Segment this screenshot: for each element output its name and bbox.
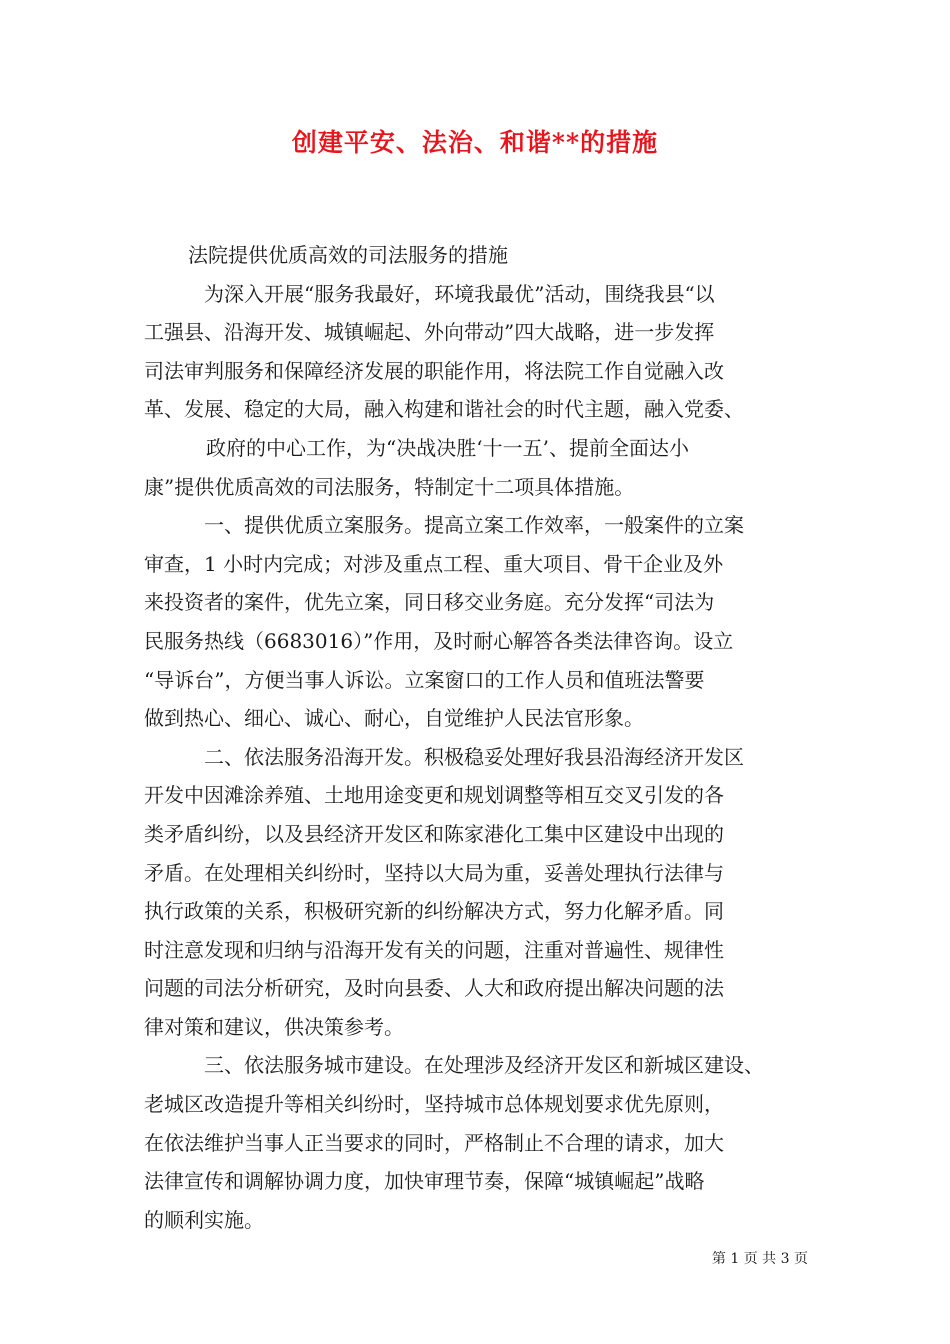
paragraph-intro-cont [144,429,808,506]
paragraph-measure-2 [144,738,808,1047]
document-title: 创建平安、法治、和谐**的措施 [291,128,659,157]
paragraph-line: 康”提供优质高效的司法服务，特制定十二项具体措施。 [144,474,635,499]
paragraph-line: 审查，1 小时内完成；对涉及重点工程、重大项目、骨干企业及外 [144,551,724,576]
paragraph-line: 工强县、沿海开发、城镇崛起、外向带动”四大战略，进一步发挥 [144,320,715,345]
paragraph-line: 类矛盾纠纷，以及县经济开发区和陈家港化工集中区建设中出现的 [144,821,724,846]
page-number: 第 1 页 共 3 页 [711,1251,808,1267]
paragraph-line: 矛盾。在处理相关纠纷时，坚持以大局为重，妥善处理执行法律与 [144,860,724,885]
paragraph-line: 革、发展、稳定的大局，融入构建和谐社会的时代主题，融入党委、 [144,397,744,422]
paragraph-line: 政府的中心工作，为“决战决胜‘十一五’、提前全面达小 [206,435,689,460]
paragraph-line: 一、提供优质立案服务。提高立案工作效率，一般案件的立案 [204,513,744,538]
paragraph-measure-3 [144,1046,808,1239]
paragraph-line: 律对策和建议，供决策参考。 [144,1014,404,1039]
paragraph-line: 的顺利实施。 [144,1207,264,1232]
paragraph-line: 为深入开展“服务我最好，环境我最优”活动，围绕我县“以 [204,281,715,306]
paragraph-line: 问题的司法分析研究，及时向县委、人大和政府提出解决问题的法 [144,976,724,1001]
paragraph-line: 三、依法服务城市建设。在处理涉及经济开发区和新城区建设、 [204,1053,764,1078]
paragraph-line: 执行政策的关系，积极研究新的纠纷解决方式，努力化解矛盾。同 [144,899,724,924]
paragraph-line: 二、依法服务沿海开发。积极稳妥处理好我县沿海经济开发区 [204,744,744,769]
paragraph-line: 来投资者的案件，优先立案，同日移交业务庭。充分发挥“司法为 [144,590,715,615]
paragraph-line: 开发中因滩涂养殖、土地用途变更和规划调整等相互交叉引发的各 [144,783,724,808]
paragraph-line: 时注意发现和归纳与沿海开发有关的问题，注重对普遍性、规律性 [144,937,724,962]
paragraph-line: 司法审判服务和保障经济发展的职能作用，将法院工作自觉融入改 [144,358,724,383]
paragraph-line: 在依法维护当事人正当要求的同时，严格制止不合理的请求，加大 [144,1130,724,1155]
paragraph-line: 做到热心、细心、诚心、耐心，自觉维护人民法官形象。 [144,706,644,731]
paragraph-measure-1 [144,506,808,738]
paragraph-line: 民服务热线（6683016）”作用，及时耐心解答各类法律咨询。设立 [144,628,734,653]
document-body [144,236,808,1239]
section-subtitle: 法院提供优质高效的司法服务的措施 [188,243,508,267]
paragraph-line: 法律宣传和调解协调力度，加快审理节奏，保障“城镇崛起”战略 [144,1169,705,1194]
paragraph-line: 老城区改造提升等相关纠纷时，坚持城市总体规划要求优先原则， [144,1092,724,1117]
paragraph-line: “导诉台”，方便当事人诉讼。立案窗口的工作人员和值班法警要 [144,667,705,692]
paragraph-intro [144,275,808,429]
